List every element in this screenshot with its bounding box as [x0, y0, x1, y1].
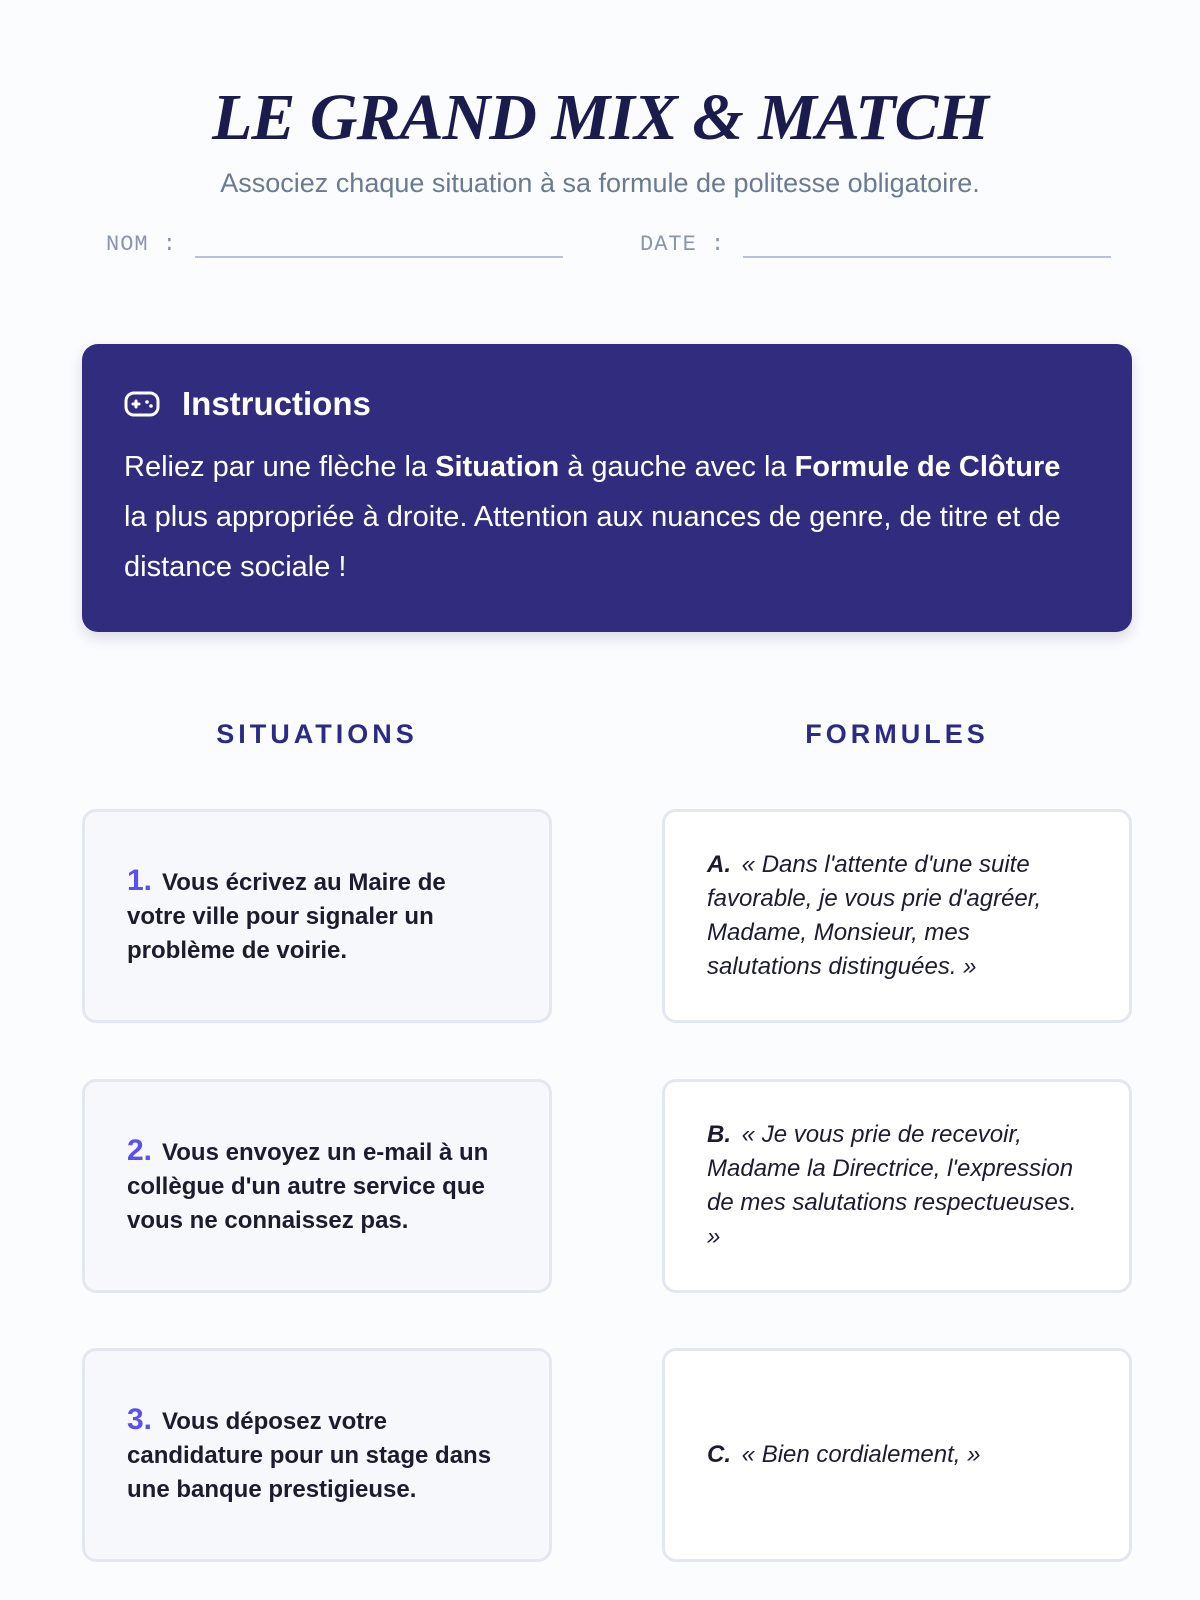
page-title: LE GRAND MIX & MATCH	[212, 81, 988, 154]
situation-text	[127, 1134, 509, 1238]
formule-card-c[interactable]	[662, 1348, 1132, 1562]
instructions-emphasis-formule: Formule de Clôture	[794, 451, 1061, 483]
situation-text	[127, 864, 509, 968]
formule-text	[707, 1438, 980, 1472]
situation-description: Vous écrivez au Maire de votre ville pour signaler un problème de voirie.	[127, 869, 446, 964]
instructions-text-part: à gauche avec la	[559, 451, 795, 483]
instructions-text	[124, 442, 1090, 592]
page-subtitle: Associez chaque situation à sa formule de politesse obligatoire.	[220, 168, 980, 198]
nom-field[interactable]	[106, 228, 563, 260]
instructions-box	[82, 344, 1132, 632]
formule-letter: B.	[707, 1121, 731, 1148]
situation-card-1[interactable]	[82, 809, 552, 1023]
formule-text	[707, 1118, 1089, 1254]
formule-letter: C.	[707, 1441, 731, 1468]
formule-letter: A.	[707, 851, 731, 878]
situation-text	[127, 1403, 509, 1507]
instructions-title: Instructions	[182, 385, 371, 422]
date-field[interactable]	[640, 228, 1111, 260]
gamepad-icon	[124, 390, 160, 418]
date-input-line[interactable]	[743, 256, 1111, 258]
formules-heading: FORMULES	[805, 719, 989, 749]
formule-text	[707, 848, 1089, 984]
formule-quote: « Je vous prie de recevoir, Madame la Directrice, l'expression de mes salutations respectueuses. »	[707, 1121, 1077, 1250]
date-label: DATE :	[640, 232, 726, 257]
situation-number: 1.	[127, 864, 153, 897]
situation-description: Vous déposez votre candidature pour un stage dans une banque prestigieuse.	[127, 1408, 492, 1503]
instructions-text-part: la plus appropriée à droite. Attention aux nuances de genre, de titre et de distance sociale !	[124, 501, 1061, 583]
formule-card-b[interactable]	[662, 1079, 1132, 1293]
nom-label: NOM :	[106, 232, 178, 257]
formule-quote: « Dans l'attente d'une suite favorable, je vous prie d'agréer, Madame, Monsieur, mes salutations distinguées. »	[707, 851, 1042, 980]
situations-heading: SITUATIONS	[216, 719, 418, 749]
formule-quote: « Bien cordialement, »	[741, 1441, 981, 1468]
situation-number: 3.	[127, 1403, 153, 1436]
instructions-header	[124, 384, 1090, 424]
situation-number: 2.	[127, 1134, 153, 1167]
nom-input-line[interactable]	[195, 256, 563, 258]
situation-card-2[interactable]	[82, 1079, 552, 1293]
formule-card-a[interactable]	[662, 809, 1132, 1023]
situation-card-3[interactable]	[82, 1348, 552, 1562]
instructions-text-part: Reliez par une flèche la	[124, 451, 436, 483]
situation-description: Vous envoyez un e-mail à un collègue d'un autre service que vous ne connaissez pas.	[127, 1139, 489, 1234]
instructions-emphasis-situation: Situation	[435, 451, 560, 483]
